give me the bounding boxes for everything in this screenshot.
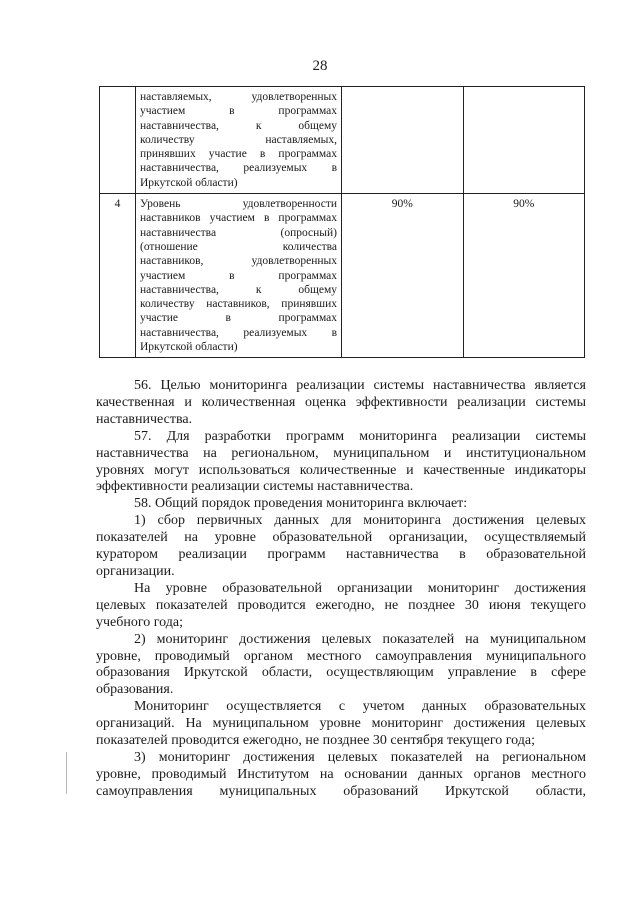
row-number-cell — [100, 87, 136, 194]
paragraph-line: наставничества. — [96, 411, 193, 427]
paragraph-line: 3) мониторинг достижения целевых показателей на региональном — [134, 749, 586, 765]
indicator-description-line: участие в программах — [140, 312, 337, 325]
indicator-value-cell — [342, 87, 464, 194]
indicator-description-line: наставничества, реализуемых в — [140, 162, 337, 175]
paragraph-line: 56. Целью мониторинга реализации системы наставничества является — [134, 378, 586, 393]
paragraph-line: организаций. На муниципальном уровне мониторинг достижения целевых — [96, 716, 586, 732]
indicator-description-line: принявших участие в программах — [140, 148, 337, 161]
paragraph-line: показателей на уровне образовательной организации, осуществляемый — [96, 530, 586, 546]
paragraph-line: эффективности реализации системы наставничества. — [96, 479, 414, 495]
indicator-description-line: наставничества, к общему — [140, 283, 337, 296]
paragraph-line: 2) мониторинг достижения целевых показателей на муниципальном — [134, 631, 586, 647]
paragraph-line: уровнях могут использоваться количественные и качественные индикаторы — [96, 462, 586, 478]
table-row — [100, 87, 585, 194]
paragraph-line: образования Иркутской области, осуществляющим управление в сфере — [96, 665, 586, 681]
paragraph-line: 57. Для разработки программ мониторинга реализации системы — [134, 428, 586, 444]
indicator-description-line: участием в программах — [140, 269, 337, 282]
indicator-description-line: наставничества (опросный) — [140, 226, 337, 239]
paragraph — [96, 750, 586, 801]
indicator-description-line: Иркутской области) — [140, 176, 238, 189]
paragraph-line: 1) сбор первичных данных для мониторинга достижения целевых — [134, 513, 586, 529]
document-body — [96, 378, 586, 801]
indicator-description-line: наставляемых, удовлетворенных — [140, 91, 337, 103]
scan-margin-mark — [66, 752, 67, 794]
indicator-description-line: количеству наставляемых, — [140, 133, 337, 146]
indicator-description-line: участием в программах — [140, 105, 337, 118]
paragraph-line: уровне, проводимый Институтом на основании данных органов местного — [96, 766, 586, 782]
paragraph-line: качественная и количественная оценка эффективности реализации системы — [96, 394, 586, 410]
indicator-value-cell: 90% — [342, 194, 464, 358]
paragraph-line: 58. Общий порядок проведения мониторинга включает: — [134, 496, 468, 512]
paragraph-line: уровне, проводимый органом местного самоуправления муниципального — [96, 648, 586, 664]
table-row — [100, 194, 585, 358]
indicator-value-cell: 90% — [463, 194, 585, 358]
indicator-description-line: наставничества, реализуемых в — [140, 326, 337, 339]
row-number-cell: 4 — [100, 194, 136, 358]
indicator-description-line: Иркутской области) — [140, 341, 238, 354]
paragraph-line: организации. — [96, 563, 175, 579]
indicator-description-line: наставников участием в программах — [140, 212, 337, 225]
paragraph — [96, 429, 586, 497]
paragraph-line: куратором реализации программ наставничества в образовательной — [96, 547, 586, 563]
indicator-description-line: наставничества, к общему — [140, 119, 337, 132]
paragraph-line: показателей проводится ежегодно, не позднее 30 сентября текущего года; — [96, 733, 535, 749]
indicators-table-body — [100, 87, 585, 358]
indicator-description-cell — [136, 194, 342, 358]
paragraph-line: учебного года; — [96, 614, 183, 630]
indicator-description-cell — [136, 87, 342, 194]
indicator-description-line: Уровень удовлетворенности — [140, 198, 337, 211]
paragraph-line: наставничества на региональном, муниципальном и институциональном — [96, 445, 586, 461]
paragraph-line: На уровне образовательной организации мониторинг достижения — [134, 580, 586, 596]
paragraph — [96, 632, 586, 700]
indicators-table — [99, 86, 585, 358]
paragraph-line: целевых показателей проводится ежегодно, не позднее 30 июня текущего — [96, 597, 586, 613]
paragraph-line: Мониторинг осуществляется с учетом данных образовательных — [134, 699, 586, 715]
indicator-description-line: наставников, удовлетворенных — [140, 255, 337, 268]
indicator-value-cell — [463, 87, 585, 194]
indicator-description-line: (отношение количества — [140, 240, 337, 253]
paragraph-line: самоуправления муниципальных образований Иркутской области, — [96, 783, 586, 799]
paragraph — [96, 496, 586, 513]
paragraph — [96, 378, 586, 429]
paragraph — [96, 581, 586, 632]
paragraph — [96, 699, 586, 750]
paragraph-line: образования. — [96, 682, 174, 698]
paragraph — [96, 513, 586, 581]
page-number: 28 — [312, 58, 328, 74]
indicator-description-line: количеству наставников, принявших — [140, 298, 337, 311]
